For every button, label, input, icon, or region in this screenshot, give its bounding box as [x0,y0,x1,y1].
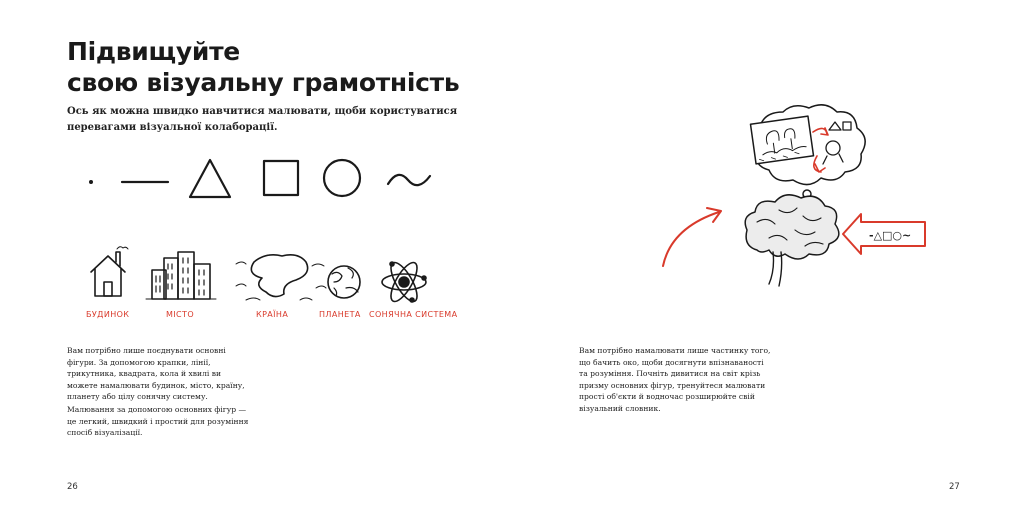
label-city: МІСТО [166,310,195,319]
brain-illustration [657,98,927,298]
square-icon [264,161,298,195]
planet-icon [328,266,360,298]
city-icon [146,252,216,299]
basic-shapes-row [80,154,450,204]
circle-icon [324,160,360,196]
title-line-2: свою візуальну грамотність [67,68,460,97]
solar-system-icon [382,259,426,305]
wave-icon [388,175,430,185]
brain-icon [745,195,839,286]
title-line-1: Підвищуйте [67,37,240,66]
body-paragraph-2: Малювання за допомогою основних фігур — це легкий, швидкий і простий для розуміння спосіб візуалізації. [67,405,249,437]
house-icon [91,247,128,296]
label-country: КРАЇНА [256,310,289,319]
page-number-right: 27 [949,482,960,492]
basic-shapes-in-thought [823,122,851,164]
right-page [512,0,1024,515]
country-icon [236,255,326,300]
dot-icon [89,180,93,184]
arrow-shapes-text: -△□○~ [869,229,912,242]
body-paragraph-right: Вам потрібно намалювати лише частинку того, що бачить око, щоби досягнути впізнаваності та розуміння. Почніть дивитися на світ крізь призму основних фігур, тренуйтеся малювати прості об'єкти й водночас розширюйте свій візуальний словник. [579,346,771,413]
picture-icon [750,116,813,164]
drawings-row [86,246,456,308]
curved-arrow-icon [663,208,721,266]
triangle-icon [190,160,230,197]
label-solar-system: СОНЯЧНА СИСТЕМА [369,310,458,319]
label-planet: ПЛАНЕТА [319,310,361,319]
label-house: БУДИНОК [86,310,130,319]
arrow-left-icon [843,214,925,254]
page-title [67,36,459,98]
drawing-labels [86,310,456,324]
page-number: 26 [67,482,78,492]
body-paragraph-1: Вам потрібно лише поєднувати основні фігури. За допомогою крапки, лінії, трикутника, квадрата, кола й хвилі ви можете намалювати будинок, місто, країну, планету або цілу сонячну систему. [67,346,245,401]
lead-paragraph: Ось як можна швидко навчитися малювати, щоби користуватися перевагами візуальної колаборації. [67,106,458,133]
